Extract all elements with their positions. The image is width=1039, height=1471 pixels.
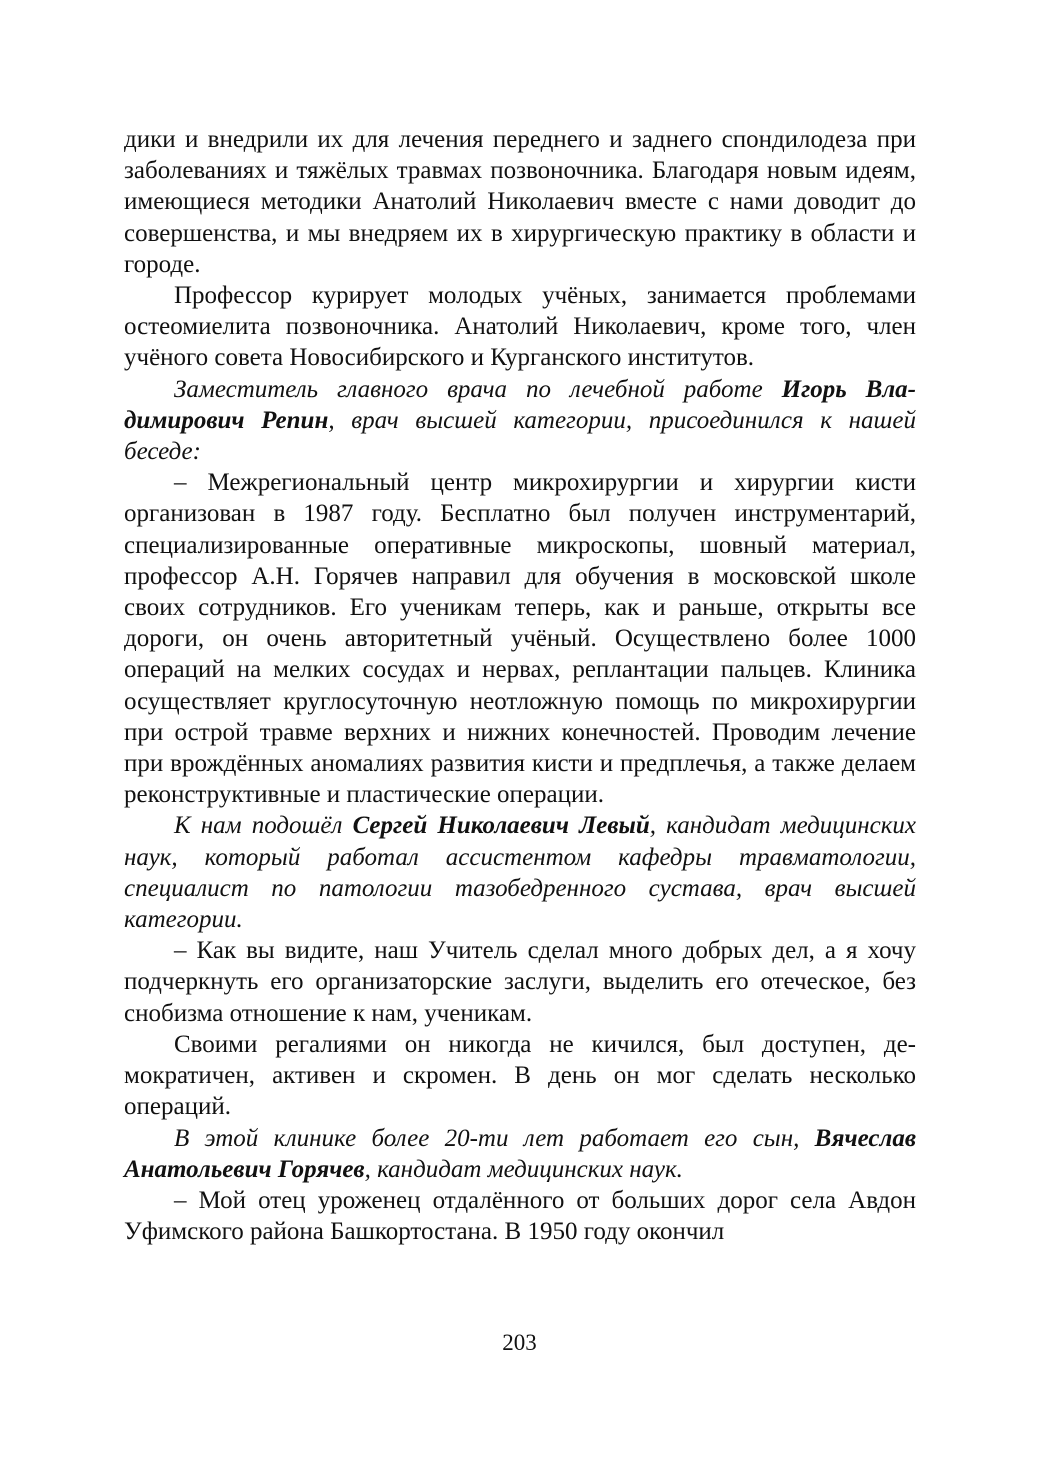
paragraph-teacher-merits: – Как вы видите, наш Учитель сделал много добрых дел, а я хочу подчеркнуть его организаторские заслуги, выделить его отеческое, без снобизма отношение к нам, ученикам. bbox=[124, 937, 916, 1027]
page-body bbox=[124, 124, 916, 1247]
intro-text-tail: , кандидат медицинских наук, который работал ассистентом кафедры травматологии, специалист по патологии тазобедренного сустава, врач высшей категории. bbox=[124, 812, 917, 934]
intro-text: В этой клинике более 20-ти лет работает его сын, bbox=[174, 1124, 815, 1152]
paragraph-father-origin: – Мой отец уроженец отдалённого от больших дорог села Авдон Уфимского района Башкортостана. В 1950 году окончил bbox=[124, 1186, 916, 1246]
paragraph-regalia: Своими регалиями он никогда не кичился, был доступен, демократичен, активен и скромен. В день он мог сделать несколько операций. bbox=[124, 1030, 916, 1121]
paragraph-professor-curates: Профессор курирует молодых учёных, занимается проблемами остеомиелита позвоночника. Анатолий Николаевич, кроме того, член учёного совета Новосибирского и Курганского институтов. bbox=[124, 282, 916, 372]
person-name-goryachev: Вячеслав Анатольевич Горячев bbox=[124, 1124, 916, 1183]
intro-text-tail: , врач высшей категории, присоединился к нашей беседе: bbox=[124, 406, 916, 466]
person-name-repin: Игорь Владимирович Репин bbox=[124, 375, 916, 434]
paragraph-intro-repin bbox=[124, 374, 916, 468]
page-number: 203 bbox=[502, 1330, 537, 1355]
paragraph-intro-goryachev bbox=[124, 1123, 916, 1185]
intro-text-tail: , кандидат медицинских наук. bbox=[364, 1155, 683, 1183]
paragraph-microsurgery-center: – Межрегиональный центр микрохирургии и хирургии кисти организован в 1987 году. Бесплатно был получен инструментарий, специализированные оперативные микроскопы, шовный материал, профессор А.Н. Горячев направил для обучения в московской школе своих сотрудников. Его ученикам теперь, как и раньше, открыты все дороги, он очень авторитетный учёный. Осуществлено более 1000 операций на мелких сосудах и нервах, реплантации пальцев. Клиника осуществляет круглосуточную неотложную помощь по микрохирургии при острой травме верхних и нижних конечностей. Проводим лечение при врождённых аномалиях развития кисти и предплечья, а также делаем реконструктивные и пластические операции. bbox=[124, 469, 916, 809]
intro-text: К нам подошёл bbox=[174, 812, 353, 840]
paragraph-intro-levy bbox=[124, 810, 916, 935]
person-name-levy: Сергей Николаевич Левый bbox=[352, 812, 650, 840]
paragraph-continuation: дики и внедрили их для лечения переднего и заднего спондилодеза при заболеваниях и тяжёлых травмах позвоночника. Благодаря новым идеям, имеющиеся методики Анатолий Николаевич вместе с нами доводит до совершенства, и мы внедряем их в хирургическую практику в области и городе. bbox=[124, 126, 916, 278]
intro-text: Заместитель главного врача по лечебной работе bbox=[174, 375, 782, 403]
